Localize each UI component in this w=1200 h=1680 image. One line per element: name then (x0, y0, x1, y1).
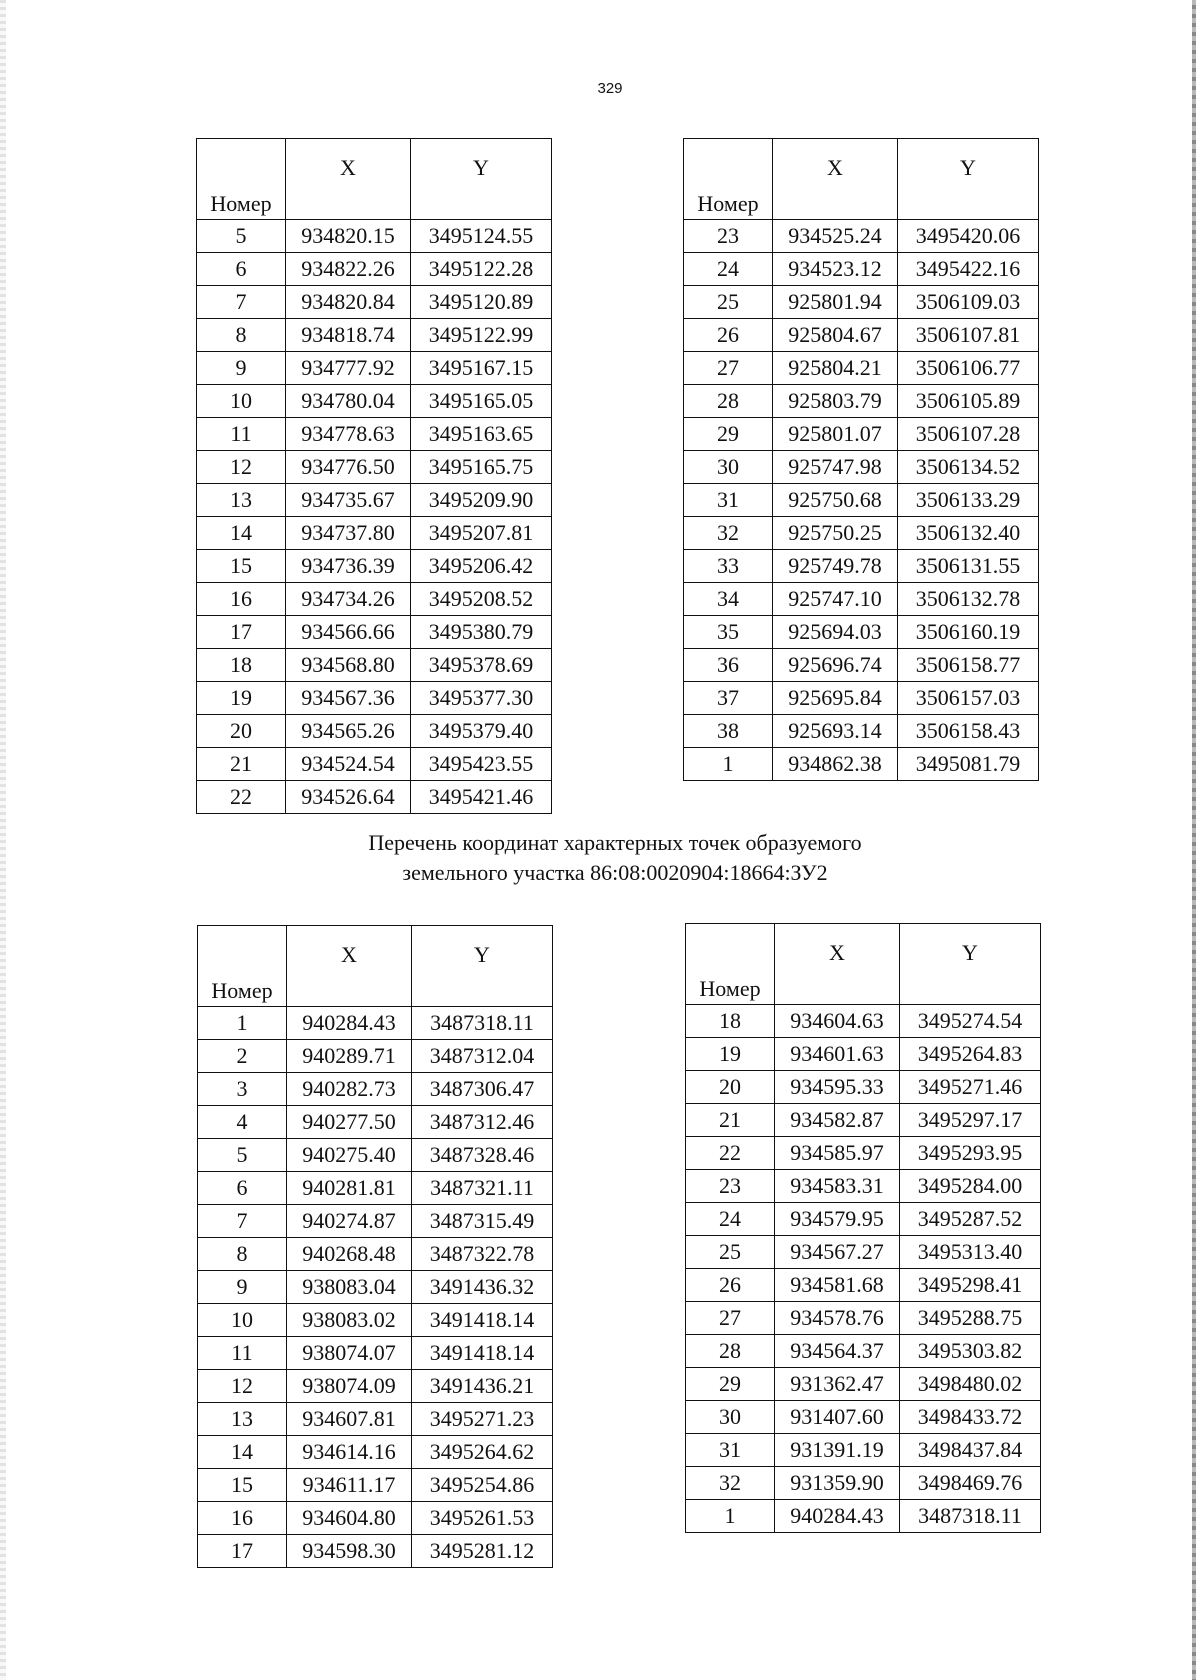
x-coordinate-cell: 934776.50 (286, 451, 411, 484)
point-number-cell: 21 (686, 1104, 775, 1137)
x-coordinate-cell: 925803.79 (773, 385, 898, 418)
y-coordinate-cell: 3506109.03 (898, 286, 1039, 319)
x-coordinate-cell: 925694.03 (773, 616, 898, 649)
y-coordinate-cell: 3495420.06 (898, 220, 1039, 253)
table-row (686, 1368, 1041, 1401)
point-number-cell: 17 (198, 1535, 287, 1568)
table-row (198, 1502, 553, 1535)
table-row (197, 715, 552, 748)
y-coordinate-cell: 3487322.78 (412, 1238, 553, 1271)
table-row (686, 1434, 1041, 1467)
y-coordinate-cell: 3491436.21 (412, 1370, 553, 1403)
table-row (686, 1137, 1041, 1170)
y-coordinate-cell: 3506132.40 (898, 517, 1039, 550)
x-coordinate-cell: 934525.24 (773, 220, 898, 253)
table-row (198, 1040, 553, 1073)
y-coordinate-cell: 3491418.14 (412, 1337, 553, 1370)
y-coordinate-cell: 3495377.30 (411, 682, 552, 715)
coordinates-table-3 (197, 925, 553, 1568)
y-coordinate-cell: 3498437.84 (900, 1434, 1041, 1467)
x-coordinate-cell: 925693.14 (773, 715, 898, 748)
point-number-cell: 5 (198, 1139, 287, 1172)
point-number-cell: 30 (684, 451, 773, 484)
x-coordinate-cell: 940284.43 (287, 1007, 412, 1040)
y-coordinate-cell: 3495378.69 (411, 649, 552, 682)
x-coordinate-cell: 934526.64 (286, 781, 411, 814)
point-number-cell: 37 (684, 682, 773, 715)
y-coordinate-cell: 3506133.29 (898, 484, 1039, 517)
y-coordinate-cell: 3495122.28 (411, 253, 552, 286)
table-row (686, 1269, 1041, 1302)
header-number: Номер (198, 926, 287, 1007)
x-coordinate-cell: 938083.02 (287, 1304, 412, 1337)
x-coordinate-cell: 934820.15 (286, 220, 411, 253)
point-number-cell: 11 (197, 418, 286, 451)
point-number-cell: 24 (684, 253, 773, 286)
table-row (686, 1467, 1041, 1500)
table-row (684, 484, 1039, 517)
y-coordinate-cell: 3495297.17 (900, 1104, 1041, 1137)
table-row (198, 1007, 553, 1040)
point-number-cell: 2 (198, 1040, 287, 1073)
x-coordinate-cell: 934595.33 (775, 1071, 900, 1104)
point-number-cell: 18 (197, 649, 286, 682)
x-coordinate-cell: 940284.43 (775, 1500, 900, 1533)
table-header-row (684, 139, 1039, 220)
page-number: 329 (597, 80, 623, 97)
point-number-cell: 35 (684, 616, 773, 649)
point-number-cell: 18 (686, 1005, 775, 1038)
y-coordinate-cell: 3506107.28 (898, 418, 1039, 451)
y-coordinate-cell: 3495423.55 (411, 748, 552, 781)
y-coordinate-cell: 3495206.42 (411, 550, 552, 583)
coordinates-table-1 (196, 138, 552, 814)
x-coordinate-cell: 934818.74 (286, 319, 411, 352)
point-number-cell: 31 (686, 1434, 775, 1467)
x-coordinate-cell: 934777.92 (286, 352, 411, 385)
x-coordinate-cell: 925747.98 (773, 451, 898, 484)
scan-edge-left (0, 0, 6, 1680)
x-coordinate-cell: 925695.84 (773, 682, 898, 715)
x-coordinate-cell: 925747.10 (773, 583, 898, 616)
point-number-cell: 16 (198, 1502, 287, 1535)
table-row (684, 517, 1039, 550)
x-coordinate-cell: 940268.48 (287, 1238, 412, 1271)
table-row (197, 649, 552, 682)
table-row (198, 1403, 553, 1436)
x-coordinate-cell: 934780.04 (286, 385, 411, 418)
header-number: Номер (684, 139, 773, 220)
y-coordinate-cell: 3495271.23 (412, 1403, 553, 1436)
header-y: Y (411, 139, 552, 220)
point-number-cell: 14 (198, 1436, 287, 1469)
point-number-cell: 29 (686, 1368, 775, 1401)
x-coordinate-cell: 934614.16 (287, 1436, 412, 1469)
point-number-cell: 38 (684, 715, 773, 748)
table-row (197, 616, 552, 649)
table-row (684, 220, 1039, 253)
table-row (197, 451, 552, 484)
table-row (686, 1203, 1041, 1236)
point-number-cell: 32 (684, 517, 773, 550)
y-coordinate-cell: 3487312.04 (412, 1040, 553, 1073)
x-coordinate-cell: 934604.80 (287, 1502, 412, 1535)
y-coordinate-cell: 3506105.89 (898, 385, 1039, 418)
point-number-cell: 27 (686, 1302, 775, 1335)
table-row (686, 1104, 1041, 1137)
table-row (197, 748, 552, 781)
y-coordinate-cell: 3498469.76 (900, 1467, 1041, 1500)
coordinates-table-4 (685, 923, 1041, 1533)
y-coordinate-cell: 3495379.40 (411, 715, 552, 748)
y-coordinate-cell: 3495281.12 (412, 1535, 553, 1568)
x-coordinate-cell: 934579.95 (775, 1203, 900, 1236)
x-coordinate-cell: 940277.50 (287, 1106, 412, 1139)
point-number-cell: 23 (686, 1170, 775, 1203)
table-row (686, 1302, 1041, 1335)
point-number-cell: 17 (197, 616, 286, 649)
x-coordinate-cell: 934822.26 (286, 253, 411, 286)
point-number-cell: 6 (197, 253, 286, 286)
section-caption-line-2: земельного участка 86:08:0020904:18664:ЗУ2 (402, 860, 828, 885)
y-coordinate-cell: 3506157.03 (898, 682, 1039, 715)
header-number: Номер (197, 139, 286, 220)
x-coordinate-cell: 934601.63 (775, 1038, 900, 1071)
y-coordinate-cell: 3495163.65 (411, 418, 552, 451)
x-coordinate-cell: 940274.87 (287, 1205, 412, 1238)
y-coordinate-cell: 3495313.40 (900, 1236, 1041, 1269)
point-number-cell: 19 (197, 682, 286, 715)
point-number-cell: 32 (686, 1467, 775, 1500)
y-coordinate-cell: 3498480.02 (900, 1368, 1041, 1401)
table-row (684, 583, 1039, 616)
point-number-cell: 31 (684, 484, 773, 517)
point-number-cell: 28 (684, 385, 773, 418)
y-coordinate-cell: 3495380.79 (411, 616, 552, 649)
y-coordinate-cell: 3495209.90 (411, 484, 552, 517)
y-coordinate-cell: 3491436.32 (412, 1271, 553, 1304)
table-row (684, 319, 1039, 352)
point-number-cell: 20 (197, 715, 286, 748)
point-number-cell: 21 (197, 748, 286, 781)
section-caption-line-1: Перечень координат характерных точек образуемого (368, 830, 862, 855)
y-coordinate-cell: 3495274.54 (900, 1005, 1041, 1038)
point-number-cell: 36 (684, 649, 773, 682)
point-number-cell: 34 (684, 583, 773, 616)
table-row (686, 1005, 1041, 1038)
y-coordinate-cell: 3495271.46 (900, 1071, 1041, 1104)
x-coordinate-cell: 934565.26 (286, 715, 411, 748)
y-coordinate-cell: 3495422.16 (898, 253, 1039, 286)
point-number-cell: 3 (198, 1073, 287, 1106)
y-coordinate-cell: 3495287.52 (900, 1203, 1041, 1236)
x-coordinate-cell: 925696.74 (773, 649, 898, 682)
table-row (686, 1500, 1041, 1533)
table-row (198, 1172, 553, 1205)
y-coordinate-cell: 3495264.62 (412, 1436, 553, 1469)
y-coordinate-cell: 3495167.15 (411, 352, 552, 385)
y-coordinate-cell: 3495264.83 (900, 1038, 1041, 1071)
x-coordinate-cell: 934778.63 (286, 418, 411, 451)
table-row (197, 682, 552, 715)
x-coordinate-cell: 925750.25 (773, 517, 898, 550)
y-coordinate-cell: 3487318.11 (412, 1007, 553, 1040)
y-coordinate-cell: 3495165.05 (411, 385, 552, 418)
y-coordinate-cell: 3495207.81 (411, 517, 552, 550)
x-coordinate-cell: 938074.07 (287, 1337, 412, 1370)
table-row (684, 616, 1039, 649)
table-row (198, 1073, 553, 1106)
point-number-cell: 9 (198, 1271, 287, 1304)
table-row (684, 451, 1039, 484)
table-row (686, 1170, 1041, 1203)
table-row (198, 1205, 553, 1238)
x-coordinate-cell: 934820.84 (286, 286, 411, 319)
point-number-cell: 25 (684, 286, 773, 319)
y-coordinate-cell: 3506160.19 (898, 616, 1039, 649)
table-row (684, 649, 1039, 682)
x-coordinate-cell: 934607.81 (287, 1403, 412, 1436)
y-coordinate-cell: 3491418.14 (412, 1304, 553, 1337)
table-row (197, 418, 552, 451)
coordinates-table-2 (683, 138, 1039, 781)
point-number-cell: 24 (686, 1203, 775, 1236)
y-coordinate-cell: 3506158.43 (898, 715, 1039, 748)
y-coordinate-cell: 3495303.82 (900, 1335, 1041, 1368)
table-row (684, 418, 1039, 451)
point-number-cell: 26 (684, 319, 773, 352)
x-coordinate-cell: 931407.60 (775, 1401, 900, 1434)
x-coordinate-cell: 934583.31 (775, 1170, 900, 1203)
x-coordinate-cell: 934734.26 (286, 583, 411, 616)
table-row (197, 550, 552, 583)
y-coordinate-cell: 3495122.99 (411, 319, 552, 352)
point-number-cell: 13 (197, 484, 286, 517)
header-y: Y (900, 924, 1041, 1005)
point-number-cell: 16 (197, 583, 286, 616)
x-coordinate-cell: 934735.67 (286, 484, 411, 517)
y-coordinate-cell: 3506107.81 (898, 319, 1039, 352)
point-number-cell: 7 (197, 286, 286, 319)
point-number-cell: 11 (198, 1337, 287, 1370)
point-number-cell: 26 (686, 1269, 775, 1302)
x-coordinate-cell: 934611.17 (287, 1469, 412, 1502)
table-row (198, 1304, 553, 1337)
point-number-cell: 15 (198, 1469, 287, 1502)
table-row (684, 748, 1039, 781)
y-coordinate-cell: 3495261.53 (412, 1502, 553, 1535)
x-coordinate-cell: 934737.80 (286, 517, 411, 550)
point-number-cell: 27 (684, 352, 773, 385)
point-number-cell: 12 (197, 451, 286, 484)
point-number-cell: 6 (198, 1172, 287, 1205)
x-coordinate-cell: 925801.07 (773, 418, 898, 451)
point-number-cell: 28 (686, 1335, 775, 1368)
x-coordinate-cell: 934524.54 (286, 748, 411, 781)
x-coordinate-cell: 934736.39 (286, 550, 411, 583)
y-coordinate-cell: 3506131.55 (898, 550, 1039, 583)
table-row (686, 1335, 1041, 1368)
table-row (198, 1535, 553, 1568)
x-coordinate-cell: 934567.36 (286, 682, 411, 715)
point-number-cell: 4 (198, 1106, 287, 1139)
table-row (197, 781, 552, 814)
y-coordinate-cell: 3487318.11 (900, 1500, 1041, 1533)
table-row (198, 1469, 553, 1502)
point-number-cell: 25 (686, 1236, 775, 1269)
point-number-cell: 30 (686, 1401, 775, 1434)
y-coordinate-cell: 3495120.89 (411, 286, 552, 319)
x-coordinate-cell: 934604.63 (775, 1005, 900, 1038)
y-coordinate-cell: 3506134.52 (898, 451, 1039, 484)
x-coordinate-cell: 934578.76 (775, 1302, 900, 1335)
point-number-cell: 8 (197, 319, 286, 352)
table-row (684, 550, 1039, 583)
point-number-cell: 13 (198, 1403, 287, 1436)
point-number-cell: 1 (198, 1007, 287, 1040)
table-row (684, 352, 1039, 385)
table-row (197, 352, 552, 385)
point-number-cell: 20 (686, 1071, 775, 1104)
point-number-cell: 14 (197, 517, 286, 550)
x-coordinate-cell: 934581.68 (775, 1269, 900, 1302)
header-y: Y (898, 139, 1039, 220)
table-row (197, 319, 552, 352)
header-number: Номер (686, 924, 775, 1005)
x-coordinate-cell: 925801.94 (773, 286, 898, 319)
x-coordinate-cell: 925804.21 (773, 352, 898, 385)
table-row (197, 220, 552, 253)
table-row (197, 286, 552, 319)
x-coordinate-cell: 925749.78 (773, 550, 898, 583)
table-row (197, 385, 552, 418)
y-coordinate-cell: 3495081.79 (898, 748, 1039, 781)
y-coordinate-cell: 3506158.77 (898, 649, 1039, 682)
x-coordinate-cell: 934566.66 (286, 616, 411, 649)
table-row (198, 1139, 553, 1172)
y-coordinate-cell: 3495288.75 (900, 1302, 1041, 1335)
y-coordinate-cell: 3506106.77 (898, 352, 1039, 385)
table-row (197, 484, 552, 517)
point-number-cell: 12 (198, 1370, 287, 1403)
y-coordinate-cell: 3495208.52 (411, 583, 552, 616)
x-coordinate-cell: 925804.67 (773, 319, 898, 352)
table-row (198, 1337, 553, 1370)
y-coordinate-cell: 3487328.46 (412, 1139, 553, 1172)
table-row (684, 286, 1039, 319)
x-coordinate-cell: 938074.09 (287, 1370, 412, 1403)
y-coordinate-cell: 3495284.00 (900, 1170, 1041, 1203)
table-row (197, 517, 552, 550)
point-number-cell: 10 (198, 1304, 287, 1337)
header-x: X (773, 139, 898, 220)
y-coordinate-cell: 3495165.75 (411, 451, 552, 484)
y-coordinate-cell: 3487306.47 (412, 1073, 553, 1106)
table-row (684, 682, 1039, 715)
table-row (684, 385, 1039, 418)
table-row (686, 1401, 1041, 1434)
x-coordinate-cell: 931359.90 (775, 1467, 900, 1500)
point-number-cell: 1 (684, 748, 773, 781)
x-coordinate-cell: 940289.71 (287, 1040, 412, 1073)
header-x: X (287, 926, 412, 1007)
point-number-cell: 23 (684, 220, 773, 253)
y-coordinate-cell: 3495298.41 (900, 1269, 1041, 1302)
header-x: X (286, 139, 411, 220)
table-header-row (197, 139, 552, 220)
point-number-cell: 8 (198, 1238, 287, 1271)
table-row (198, 1238, 553, 1271)
x-coordinate-cell: 931362.47 (775, 1368, 900, 1401)
table-row (686, 1071, 1041, 1104)
y-coordinate-cell: 3506132.78 (898, 583, 1039, 616)
y-coordinate-cell: 3487321.11 (412, 1172, 553, 1205)
table-row (684, 715, 1039, 748)
x-coordinate-cell: 934568.80 (286, 649, 411, 682)
point-number-cell: 22 (686, 1137, 775, 1170)
x-coordinate-cell: 925750.68 (773, 484, 898, 517)
y-coordinate-cell: 3487312.46 (412, 1106, 553, 1139)
point-number-cell: 22 (197, 781, 286, 814)
table-row (198, 1271, 553, 1304)
y-coordinate-cell: 3495421.46 (411, 781, 552, 814)
point-number-cell: 19 (686, 1038, 775, 1071)
y-coordinate-cell: 3495124.55 (411, 220, 552, 253)
point-number-cell: 10 (197, 385, 286, 418)
y-coordinate-cell: 3498433.72 (900, 1401, 1041, 1434)
y-coordinate-cell: 3487315.49 (412, 1205, 553, 1238)
x-coordinate-cell: 931391.19 (775, 1434, 900, 1467)
table-row (198, 1436, 553, 1469)
table-header-row (198, 926, 553, 1007)
x-coordinate-cell: 934564.37 (775, 1335, 900, 1368)
point-number-cell: 29 (684, 418, 773, 451)
x-coordinate-cell: 934585.97 (775, 1137, 900, 1170)
table-header-row (686, 924, 1041, 1005)
table-row (197, 253, 552, 286)
header-y: Y (412, 926, 553, 1007)
x-coordinate-cell: 938083.04 (287, 1271, 412, 1304)
x-coordinate-cell: 940281.81 (287, 1172, 412, 1205)
table-row (686, 1236, 1041, 1269)
point-number-cell: 5 (197, 220, 286, 253)
x-coordinate-cell: 934862.38 (773, 748, 898, 781)
x-coordinate-cell: 934567.27 (775, 1236, 900, 1269)
x-coordinate-cell: 934598.30 (287, 1535, 412, 1568)
table-row (198, 1370, 553, 1403)
x-coordinate-cell: 940282.73 (287, 1073, 412, 1106)
x-coordinate-cell: 940275.40 (287, 1139, 412, 1172)
table-row (198, 1106, 553, 1139)
y-coordinate-cell: 3495293.95 (900, 1137, 1041, 1170)
point-number-cell: 7 (198, 1205, 287, 1238)
table-row (686, 1038, 1041, 1071)
point-number-cell: 9 (197, 352, 286, 385)
point-number-cell: 33 (684, 550, 773, 583)
scan-edge-right (1192, 0, 1196, 1680)
point-number-cell: 1 (686, 1500, 775, 1533)
point-number-cell: 15 (197, 550, 286, 583)
table-row (684, 253, 1039, 286)
y-coordinate-cell: 3495254.86 (412, 1469, 553, 1502)
table-row (197, 583, 552, 616)
header-x: X (775, 924, 900, 1005)
x-coordinate-cell: 934582.87 (775, 1104, 900, 1137)
x-coordinate-cell: 934523.12 (773, 253, 898, 286)
